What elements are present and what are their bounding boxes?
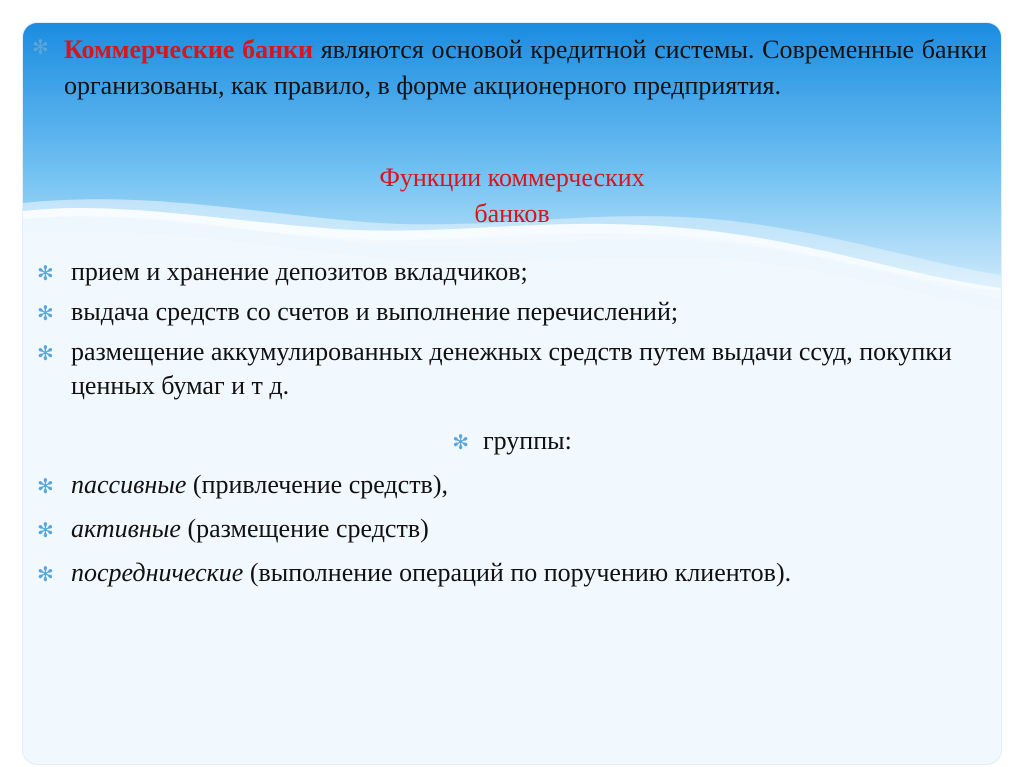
groups-label: группы: xyxy=(482,426,572,455)
list-item xyxy=(23,255,1001,289)
asterisk-bullet-icon: ✻ xyxy=(37,474,54,498)
group-name: активные xyxy=(71,514,181,543)
intro-term: Коммерческие банки xyxy=(64,35,314,64)
list-item xyxy=(23,335,1001,403)
group-name: пассивные xyxy=(71,470,187,499)
functions-heading-line1: Функции коммерческих xyxy=(379,163,645,192)
functions-heading xyxy=(23,160,1001,232)
slide-content xyxy=(23,23,1001,764)
intro-text xyxy=(64,32,987,104)
list-item xyxy=(23,512,1001,546)
group-desc: (выполнение операций по поручению клиентов). xyxy=(243,558,792,587)
asterisk-bullet-icon: ✻ xyxy=(37,518,54,542)
asterisk-bullet-icon: ✻ xyxy=(452,430,469,454)
intro-rest: являются основой кредитной системы. Современные банки организованы, как правило, в форме акционерного предприятия. xyxy=(64,35,988,100)
groups-heading xyxy=(23,424,1001,458)
list-item xyxy=(23,556,1001,590)
functions-heading-line2: банков xyxy=(474,199,550,228)
asterisk-bullet-icon: ✻ xyxy=(37,562,54,586)
asterisk-bullet-icon: ✻ xyxy=(37,301,54,325)
function-item-text: выдача средств со счетов и выполнение перечислений; xyxy=(71,297,679,326)
asterisk-bullet-icon: ✻ xyxy=(37,341,54,365)
list-item xyxy=(23,295,1001,329)
function-item-text: прием и хранение депозитов вкладчиков; xyxy=(71,257,528,286)
group-name: посреднические xyxy=(71,558,244,587)
asterisk-bullet-icon: ✻ xyxy=(37,261,54,285)
asterisk-bullet-icon: ✻ xyxy=(32,35,49,59)
group-desc: (привлечение средств), xyxy=(186,470,448,499)
group-desc: (размещение средств) xyxy=(180,514,429,543)
groups-list xyxy=(23,468,1001,600)
function-item-text: размещение аккумулированных денежных средств путем выдачи ссуд, покупки ценных бумаг и т д. xyxy=(71,337,952,400)
functions-list xyxy=(23,255,1001,409)
list-item xyxy=(23,468,1001,502)
slide xyxy=(23,23,1001,764)
intro-paragraph xyxy=(32,32,987,104)
